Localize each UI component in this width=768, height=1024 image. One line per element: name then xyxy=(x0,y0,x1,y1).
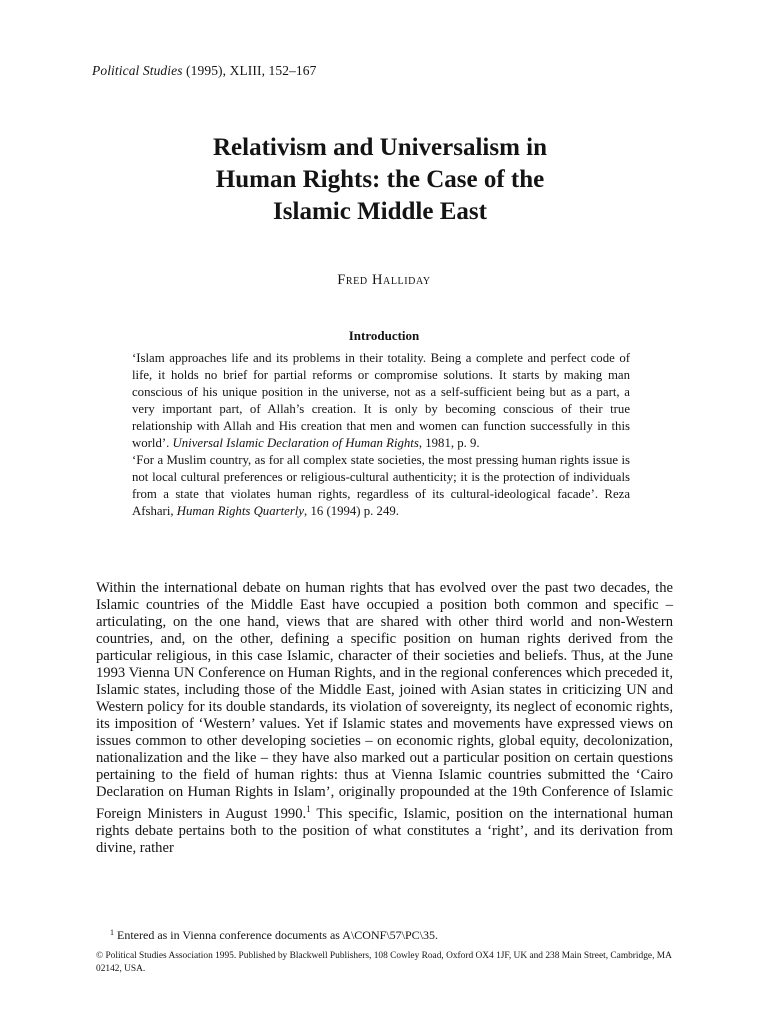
section-heading: Introduction xyxy=(348,328,420,343)
copyright-notice: © Political Studies Association 1995. Published by Blackwell Publishers, 108 Cowley Road, Oxford OX4 1JF, UK and 238 Main Street, Cambridge, MA 02142, USA. xyxy=(96,951,672,974)
title-line: Relativism and Universalism in xyxy=(212,134,548,161)
journal-name: Political Studies xyxy=(92,63,183,78)
epigraph-text: ‘For a Muslim country, as for all complex state societies, the most pressing human rights issue is not local cultural preferences or religious-cultural authenticity; it is the protection of individuals from a state that violates human rights, regardless of its cultural-ideological facade’. Reza Afshari, xyxy=(132,453,630,518)
body-text-part: This specific, Islamic, position on the international human rights debate pertains both to the position of what constitutes a ‘right’, and its derivation from divine, rather xyxy=(96,805,673,856)
journal-details: (1995), XLIII, 152–167 xyxy=(182,63,317,78)
epigraph-quote xyxy=(132,452,630,520)
author-name: Fred Halliday xyxy=(337,272,431,288)
epigraph-source: Universal Islamic Declaration of Human Rights xyxy=(172,436,419,450)
epigraph-source-details: , 16 (1994) p. 249. xyxy=(304,504,399,518)
article-title xyxy=(100,132,660,228)
body-text-part: Within the international debate on human rights that has evolved over the past two decades, the Islamic countries of the Middle East have occupied a position both common and specific – articulating, on the one hand, views that are shared with other third world and non-Western countries, and, on the other, defining a specific position on human rights derived from the particular religious, in this case Islamic, character of their societies and beliefs. Thus, at the June 1993 Vienna UN Conference on Human Rights, and in the regional conferences which preceded it, Islamic states, including those of the Middle East, joined with Asian states in criticizing UN and Western policy for its double standards, its violation of sovereignty, its neglect of economic rights, its imposition of ‘Western’ values. Yet if Islamic states and movements have expressed views on issues common to other developing societies – on economic rights, global equity, decolonization, nationalization and the like – they have also marked out a particular position on certain questions pertaining to the field of human rights: thus at Vienna Islamic countries submitted the ‘Cairo Declaration on Human Rights in Islam’, originally propounded at the 19th Conference of Islamic Foreign Ministers in August 1990. xyxy=(96,580,673,822)
epigraph-text: ‘Islam approaches life and its problems in their totality. Being a complete and perfect code of life, it holds no brief for partial reforms or compromise solutions. It starts by making man conscious of his unique position in the universe, not as a self-sufficient being but as a part, a very important part, of Allah’s creation. It is only by becoming conscious of their true relationship with Allah and His creation that men and women can function successfully in this world’. xyxy=(132,351,630,450)
title-line: Human Rights: the Case of the xyxy=(215,166,545,193)
footnote-marker: 1 xyxy=(110,928,114,937)
epigraph-source: Human Rights Quarterly xyxy=(176,504,305,518)
epigraph-source-details: , 1981, p. 9. xyxy=(418,436,480,450)
journal-reference xyxy=(92,63,316,79)
footnote-reference[interactable]: 1 xyxy=(306,804,311,814)
epigraph-quote xyxy=(132,350,630,452)
epigraph-block xyxy=(132,350,630,520)
footnote-text: Entered as in Vienna conference documents as A\CONF\57\PC\35. xyxy=(117,928,438,942)
footnote xyxy=(110,928,670,943)
body-paragraph xyxy=(96,580,673,857)
title-line: Islamic Middle East xyxy=(273,198,487,225)
